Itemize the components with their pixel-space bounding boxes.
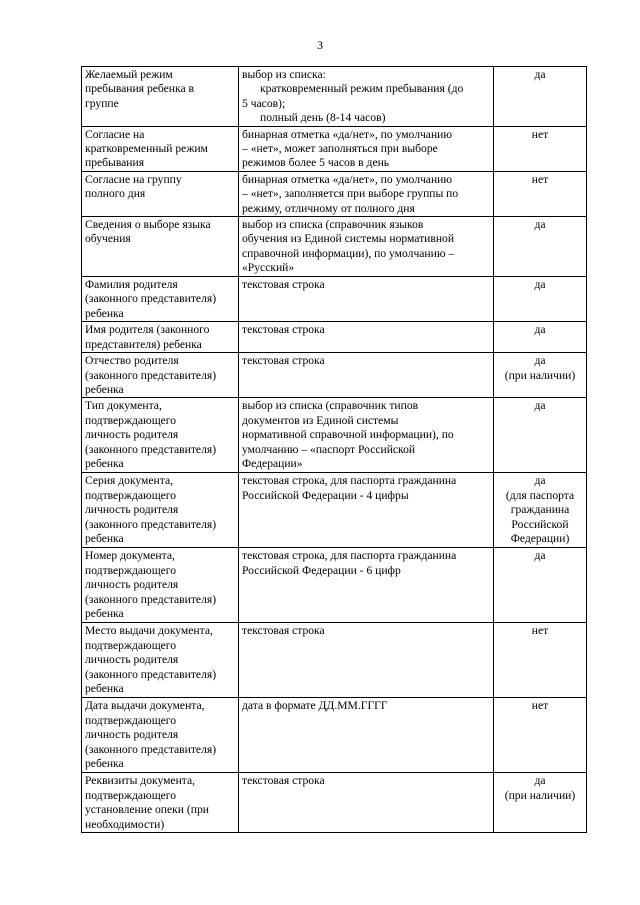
field-name-line: подтверждающего xyxy=(85,788,177,802)
required-line: да xyxy=(534,399,546,413)
format-line: выбор из списка (справочник типов xyxy=(242,399,419,413)
field-name-line: (законного представителя) xyxy=(85,368,217,382)
field-name-cell xyxy=(82,773,239,833)
field-name-line: подтверждающего xyxy=(85,713,177,727)
format-line: дата в формате ДД.ММ.ГГГГ xyxy=(242,699,388,713)
field-name-line: (законного представителя) xyxy=(85,667,217,681)
table-row xyxy=(82,623,587,698)
field-name-line: личность родителя xyxy=(85,728,179,742)
required-cell xyxy=(494,398,587,473)
format-line: режимов более 5 часов в день xyxy=(242,156,390,170)
required-line: да xyxy=(534,774,546,788)
field-name-line: Фамилия родителя xyxy=(85,278,178,292)
field-name-line: Тип документа, xyxy=(85,399,162,413)
field-name-cell xyxy=(82,698,239,773)
field-name-line: подтверждающего xyxy=(85,413,177,427)
format-cell xyxy=(239,353,494,398)
required-line: Российской xyxy=(511,517,569,531)
table-row xyxy=(82,67,587,127)
format-line: обучения из Единой системы нормативной xyxy=(242,232,455,246)
field-name-line: Место выдачи документа, xyxy=(85,624,213,638)
format-line: Российской Федерации - 4 цифры xyxy=(242,488,409,502)
field-name-line: обучения xyxy=(85,232,131,246)
format-line: текстовая строка xyxy=(242,774,325,788)
format-line: выбор из списка (справочник языков xyxy=(242,218,424,232)
required-line: да xyxy=(534,474,546,488)
field-name-line: подтверждающего xyxy=(85,488,177,502)
field-name-cell xyxy=(82,171,239,216)
field-name-line: ребенка xyxy=(85,606,124,620)
format-line: текстовая строка xyxy=(242,323,325,337)
format-line: текстовая строка xyxy=(242,278,325,292)
table-row xyxy=(82,322,587,353)
required-line: нет xyxy=(531,624,549,638)
format-line: кратковременный режим пребывания (до xyxy=(260,82,464,96)
field-name-cell xyxy=(82,126,239,171)
required-line: (для паспорта xyxy=(505,488,575,502)
format-line: Федерации» xyxy=(242,456,303,470)
field-name-line: Согласие на группу xyxy=(85,172,182,186)
field-name-line: Имя родителя (законного xyxy=(85,323,210,337)
format-line: «Русский» xyxy=(242,261,295,275)
field-name-cell xyxy=(82,473,239,548)
format-cell xyxy=(239,67,494,127)
format-line: бинарная отметка «да/нет», по умолчанию xyxy=(242,127,453,141)
format-cell xyxy=(239,773,494,833)
field-name-line: ребенка xyxy=(85,456,124,470)
required-line: нет xyxy=(531,699,549,713)
format-line: текстовая строка, для паспорта гражданина xyxy=(242,474,457,488)
required-cell xyxy=(494,217,587,277)
required-cell xyxy=(494,353,587,398)
format-line: бинарная отметка «да/нет», по умолчанию xyxy=(242,172,453,186)
format-cell xyxy=(239,322,494,353)
format-cell xyxy=(239,398,494,473)
required-line: гражданина xyxy=(510,503,570,517)
required-cell xyxy=(494,623,587,698)
field-name-line: кратковременный режим xyxy=(85,142,208,156)
required-cell xyxy=(494,67,587,127)
format-line: Российской Федерации - 6 цифр xyxy=(242,563,401,577)
table-row xyxy=(82,171,587,216)
table-body xyxy=(82,67,587,833)
field-name-cell xyxy=(82,398,239,473)
format-cell xyxy=(239,126,494,171)
field-name-line: ребенка xyxy=(85,681,124,695)
format-cell xyxy=(239,623,494,698)
field-name-line: ребенка xyxy=(85,756,124,770)
required-line: да xyxy=(534,68,546,81)
field-name-line: Реквизиты документа, xyxy=(85,774,196,788)
field-name-line: Дата выдачи документа, xyxy=(85,699,205,713)
required-cell xyxy=(494,126,587,171)
requirements-table xyxy=(81,66,587,833)
table-row xyxy=(82,353,587,398)
required-line: да xyxy=(534,323,546,337)
field-name-cell xyxy=(82,548,239,623)
field-name-line: личность родителя xyxy=(85,428,179,442)
field-name-line: пребывания ребенка в xyxy=(85,82,194,96)
field-name-line: ребенка xyxy=(85,306,124,320)
field-name-line: (законного представителя) xyxy=(85,442,217,456)
format-line: документов из Единой системы xyxy=(242,413,399,427)
required-line: да xyxy=(534,354,546,368)
table-row xyxy=(82,277,587,322)
format-line: 5 часов); xyxy=(242,96,286,110)
format-cell xyxy=(239,548,494,623)
format-cell xyxy=(239,698,494,773)
field-name-line: ребенка xyxy=(85,531,124,545)
required-cell xyxy=(494,548,587,623)
required-line: нет xyxy=(531,172,549,186)
format-line: текстовая строка, для паспорта гражданина xyxy=(242,549,457,563)
required-cell xyxy=(494,171,587,216)
format-cell xyxy=(239,473,494,548)
required-line: (при наличии) xyxy=(504,368,576,382)
required-cell xyxy=(494,698,587,773)
format-line: – «нет», может заполняться при выборе xyxy=(242,142,438,156)
required-line: нет xyxy=(531,127,549,141)
required-line: Федерации) xyxy=(510,531,570,545)
format-line: текстовая строка xyxy=(242,624,325,638)
table-row xyxy=(82,398,587,473)
field-name-line: Сведения о выборе языка xyxy=(85,218,211,232)
format-line: справочной информации), по умолчанию – xyxy=(242,246,455,260)
field-name-line: личность родителя xyxy=(85,653,179,667)
page-number: 3 xyxy=(317,38,323,52)
format-line: режиму, отличному от полного дня xyxy=(242,201,415,215)
field-name-cell xyxy=(82,322,239,353)
format-line: умолчанию – «паспорт Российской xyxy=(242,442,416,456)
format-cell xyxy=(239,171,494,216)
field-name-line: подтверждающего xyxy=(85,638,177,652)
format-line: – «нет», заполняется при выборе группы по xyxy=(242,187,459,201)
table-row xyxy=(82,126,587,171)
required-cell xyxy=(494,773,587,833)
field-name-line: группе xyxy=(85,96,119,110)
field-name-line: установление опеки (при xyxy=(85,803,209,817)
field-name-line: подтверждающего xyxy=(85,563,177,577)
required-line: да xyxy=(534,278,546,292)
format-line: полный день (8-14 часов) xyxy=(260,111,386,125)
field-name-line: (законного представителя) xyxy=(85,592,217,606)
field-name-line: (законного представителя) xyxy=(85,742,217,756)
required-cell xyxy=(494,473,587,548)
table-row xyxy=(82,698,587,773)
field-name-line: личность родителя xyxy=(85,503,179,517)
field-name-cell xyxy=(82,67,239,127)
required-cell xyxy=(494,277,587,322)
required-line: (при наличии) xyxy=(504,788,576,802)
format-line: текстовая строка xyxy=(242,354,325,368)
required-cell xyxy=(494,322,587,353)
field-name-line: Согласие на xyxy=(85,127,145,141)
field-name-line: необходимости) xyxy=(85,817,165,831)
table-row xyxy=(82,773,587,833)
field-name-line: Желаемый режим xyxy=(85,68,173,81)
format-line: нормативной справочной информации), по xyxy=(242,428,454,442)
table-row xyxy=(82,473,587,548)
table-row xyxy=(82,217,587,277)
field-name-line: личность родителя xyxy=(85,578,179,592)
field-name-cell xyxy=(82,277,239,322)
field-name-line: Серия документа, xyxy=(85,474,174,488)
field-name-line: пребывания xyxy=(85,156,145,170)
field-name-line: Номер документа, xyxy=(85,549,175,563)
field-name-line: (законного представителя) xyxy=(85,292,217,306)
field-name-line: Отчество родителя xyxy=(85,354,179,368)
format-cell xyxy=(239,217,494,277)
format-line: выбор из списка: xyxy=(242,68,326,81)
format-cell xyxy=(239,277,494,322)
field-name-line: ребенка xyxy=(85,382,124,396)
field-name-cell xyxy=(82,353,239,398)
required-line: да xyxy=(534,218,546,232)
required-line: да xyxy=(534,549,546,563)
field-name-line: (законного представителя) xyxy=(85,517,217,531)
field-name-cell xyxy=(82,623,239,698)
field-name-line: полного дня xyxy=(85,187,146,201)
field-name-cell xyxy=(82,217,239,277)
table-row xyxy=(82,548,587,623)
field-name-line: представителя) ребенка xyxy=(85,337,202,351)
